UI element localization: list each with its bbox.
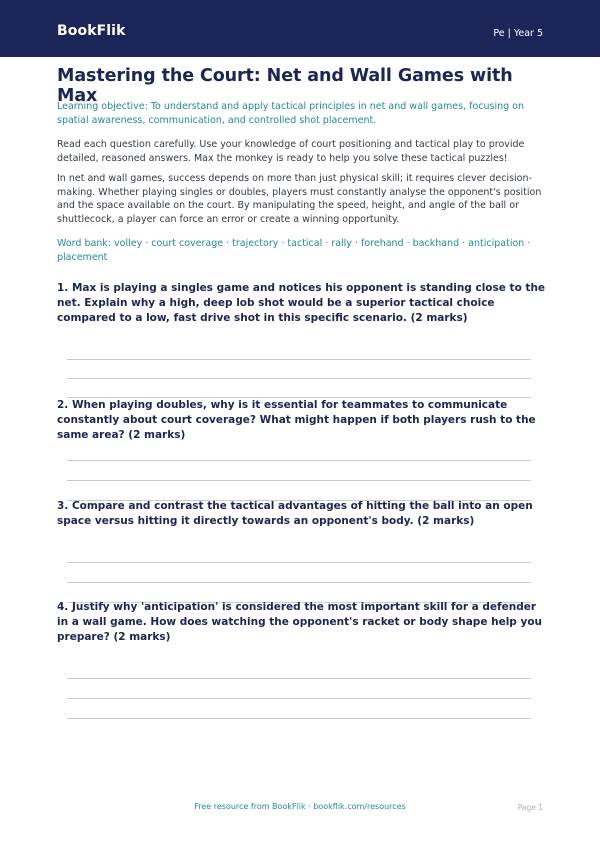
page-header xyxy=(0,0,600,57)
word-bank: Word bank: volley · court coverage · trajectory · tactical · rally · forehand · backhand · anticipation · placement xyxy=(57,238,531,263)
subject-year-label: Pe | Year 5 xyxy=(493,28,543,39)
answer-line[interactable] xyxy=(67,698,531,699)
footer-resource-link[interactable]: Free resource from BookFlik · bookflik.com/resources xyxy=(194,802,406,811)
question-4: 4. Justify why 'anticipation' is considered the most important skill for a defender in a wall game. How does watching the opponent's racket or body shape help you prepare? (2 marks) xyxy=(57,601,543,643)
instructions-paragraph: Read each question carefully. Use your knowledge of court positioning and tactical play to provide detailed, reasoned answers. Max the monkey is ready to help you solve these tactical puzzles! xyxy=(57,139,525,164)
answer-line[interactable] xyxy=(67,582,531,583)
learning-objective: Learning objective: To understand and apply tactical principles in net and wall games, focusing on spatial awareness, communication, and controlled shot placement. xyxy=(57,101,525,126)
brand-logo: BookFlik xyxy=(57,23,126,39)
answer-line[interactable] xyxy=(67,562,531,563)
answer-line[interactable] xyxy=(67,378,531,379)
question-1: 1. Max is playing a singles game and notices his opponent is standing close to the net. Explain why a high, deep lob shot would be a superior tactical choice compared to a low, fast drive shot in this specific scenario. (2 marks) xyxy=(57,282,546,324)
answer-line[interactable] xyxy=(67,480,531,481)
answer-line[interactable] xyxy=(67,678,531,679)
answer-line[interactable] xyxy=(67,359,531,360)
answer-line[interactable] xyxy=(67,460,531,461)
question-3: 3. Compare and contrast the tactical advantages of hitting the ball into an open space versus hitting it directly towards an opponent's body. (2 marks) xyxy=(57,500,533,527)
answer-line[interactable] xyxy=(67,718,531,719)
intro-paragraph: In net and wall games, success depends on more than just physical skill; it requires clever decision-making. Whether playing singles or doubles, players must constantly analyse the opponent's position and the space available on the court. By manipulating the speed, height, and angle of the ball or shuttlecock, a player can force an error or create a winning opportunity. xyxy=(57,173,542,225)
page-number: Page 1 xyxy=(517,803,543,812)
page-title: Mastering the Court: Net and Wall Games with Max xyxy=(57,66,513,106)
question-2: 2. When playing doubles, why is it essential for teammates to communicate constantly about court coverage? What might happen if both players rush to the same area? (2 marks) xyxy=(57,399,536,441)
